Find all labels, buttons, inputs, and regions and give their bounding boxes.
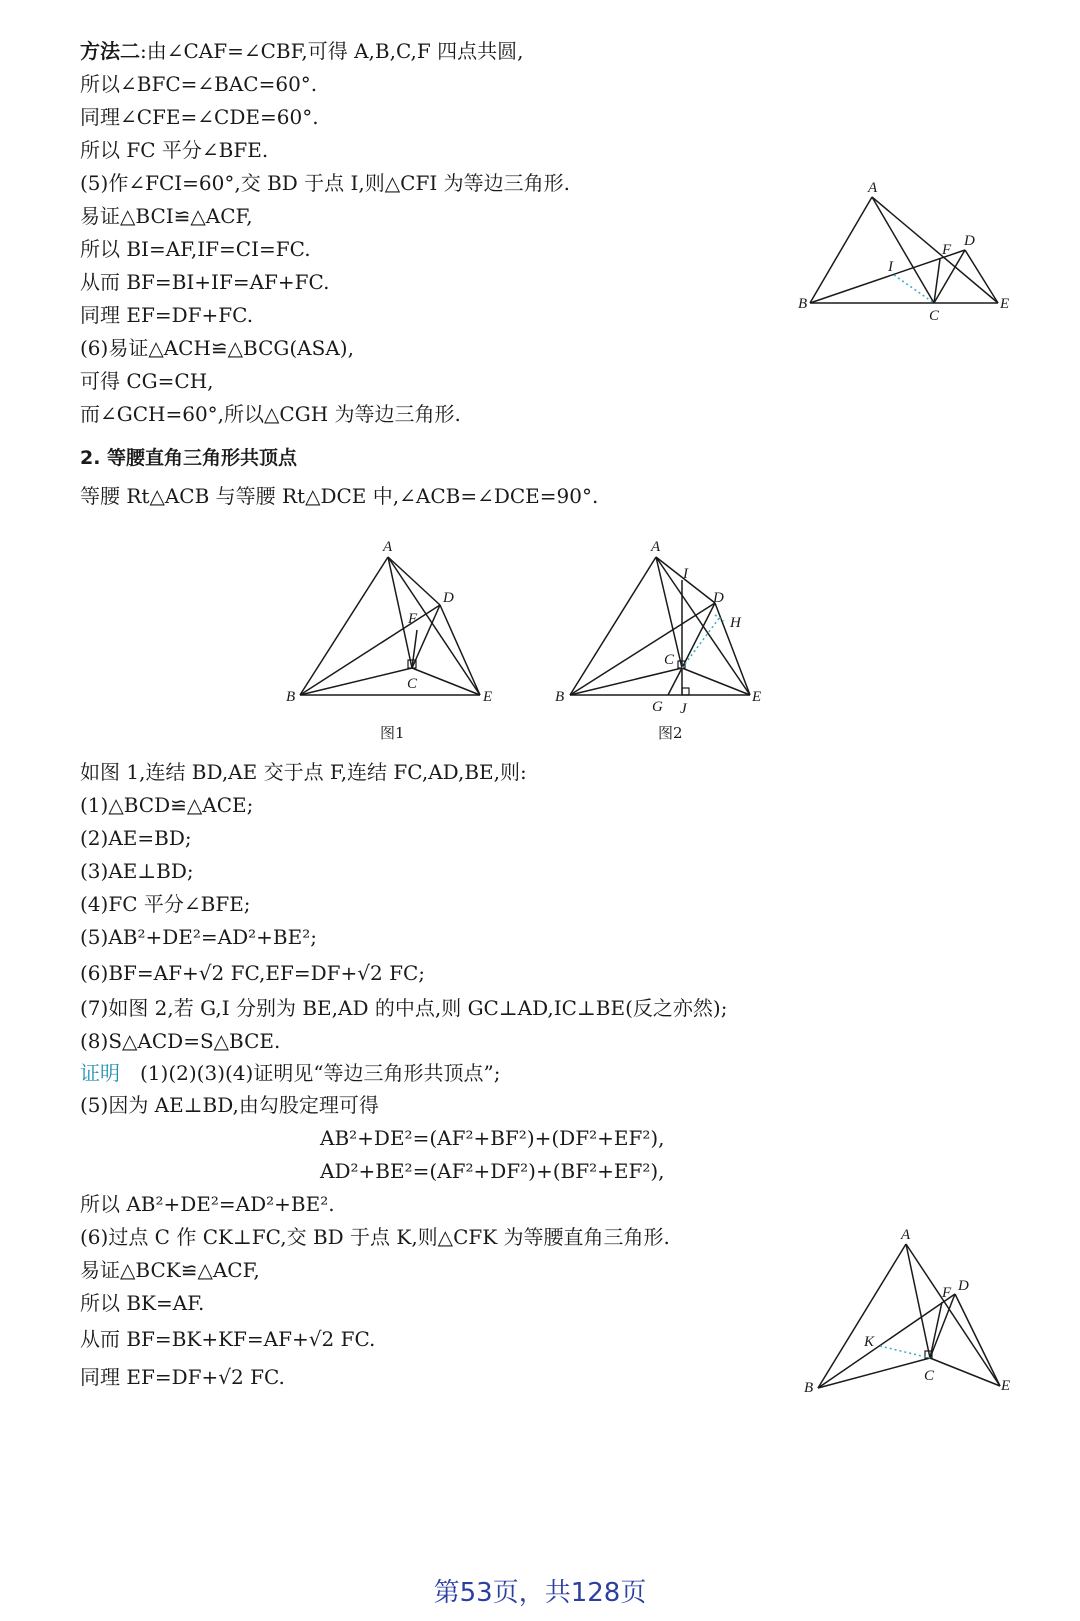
list-item: (2)AE=BD; xyxy=(80,826,192,850)
text-fragment: (1)(2)(3)(4)证明见“等边三角形共顶点”; xyxy=(140,1061,501,1085)
label-c: C xyxy=(929,308,940,324)
fig2-label-h: H xyxy=(730,615,741,631)
text-line: 从而 BF=BI+IF=AF+FC. xyxy=(80,270,330,294)
fig2-label-b: B xyxy=(555,689,565,705)
text-line: 而∠GCH=60°,所以△CGH 为等边三角形. xyxy=(80,402,461,426)
fig2-label-i: I xyxy=(683,566,688,582)
figure-1 xyxy=(280,535,500,715)
fig2-label-a: A xyxy=(651,539,661,555)
label-d: D xyxy=(958,1278,969,1294)
list-item: (3)AE⊥BD; xyxy=(80,859,194,883)
text-line: 易证△BCI≌△ACF, xyxy=(80,204,253,228)
figure-isosceles-right-shared-vertex xyxy=(790,1222,1030,1402)
label-f: F xyxy=(942,242,952,258)
text-line: 同理 EF=DF+√2 FC. xyxy=(80,1365,285,1389)
text-line: (5)作∠FCI=60°,交 BD 于点 I,则△CFI 为等边三角形. xyxy=(80,171,570,195)
fig1-label-a: A xyxy=(383,539,393,555)
fig1-label-b: B xyxy=(286,689,296,705)
label-a: A xyxy=(901,1227,911,1243)
section-intro: 等腰 Rt△ACB 与等腰 Rt△DCE 中,∠ACB=∠DCE=90°. xyxy=(80,484,599,508)
label-b: B xyxy=(798,296,808,312)
page-number: 第53页，共128页 xyxy=(433,1578,647,1608)
fig2-label-d: D xyxy=(713,590,724,606)
proof-label: 证明 xyxy=(80,1061,120,1085)
dashed-line-ck xyxy=(880,1346,930,1358)
list-item: (6)BF=AF+√2 FC,EF=DF+√2 FC; xyxy=(80,961,426,985)
label-d: D xyxy=(964,233,975,249)
label-a: A xyxy=(868,180,878,196)
text-line: 所以 BK=AF. xyxy=(80,1291,205,1315)
text-line: (6)过点 C 作 CK⊥FC,交 BD 于点 K,则△CFK 为等腰直角三角形. xyxy=(80,1225,670,1249)
figure-2 xyxy=(550,535,780,720)
fig1-label-f: F xyxy=(408,611,418,627)
fig2-label-c: C xyxy=(664,652,675,668)
figure-equilateral-shared-vertex xyxy=(790,175,1030,335)
label-b: B xyxy=(804,1380,814,1396)
equation-line: AD²+BE²=(AF²+DF²)+(BF²+EF²), xyxy=(320,1159,665,1183)
text-line: 从而 BF=BK+KF=AF+√2 FC. xyxy=(80,1327,376,1351)
text-line: 如图 1,连结 BD,AE 交于点 F,连结 FC,AD,BE,则: xyxy=(80,760,527,784)
proof-line xyxy=(80,1058,501,1088)
label-f: F xyxy=(942,1285,952,1301)
fig2-caption: 图2 xyxy=(658,724,683,742)
fig2-label-j: J xyxy=(680,701,687,717)
text-line: 所以 AB²+DE²=AD²+BE². xyxy=(80,1192,335,1216)
text-line: 同理 EF=DF+FC. xyxy=(80,303,254,327)
fig2-label-e: E xyxy=(752,689,762,705)
method-label: 方法二 xyxy=(80,39,140,63)
text-line: 可得 CG=CH, xyxy=(80,369,214,393)
figure-2-lines xyxy=(570,557,750,695)
label-e: E xyxy=(1001,1378,1011,1394)
label-e: E xyxy=(1000,296,1010,312)
label-c: C xyxy=(924,1368,935,1384)
dashed-line-ci xyxy=(894,275,934,303)
figure-1-lines xyxy=(300,557,480,695)
figure-lines xyxy=(818,1244,1000,1388)
text-line: 易证△BCK≌△ACF, xyxy=(80,1258,260,1282)
text-fragment: :由∠CAF=∠CBF,可得 A,B,C,F 四点共圆, xyxy=(140,39,524,63)
text-line: (5)因为 AE⊥BD,由勾股定理可得 xyxy=(80,1093,379,1117)
text-line xyxy=(80,36,524,66)
figure-lines xyxy=(810,197,998,303)
list-item: (4)FC 平分∠BFE; xyxy=(80,892,251,916)
list-item: (5)AB²+DE²=AD²+BE²; xyxy=(80,925,317,949)
list-item: (8)S△ACD=S△BCE. xyxy=(80,1029,281,1053)
list-item: (7)如图 2,若 G,I 分别为 BE,AD 的中点,则 GC⊥AD,IC⊥BE(反之亦然); xyxy=(80,996,728,1020)
text-line: 所以 BI=AF,IF=CI=FC. xyxy=(80,237,311,261)
list-item: (1)△BCD≌△ACE; xyxy=(80,793,254,817)
text-line: 所以∠BFC=∠BAC=60°. xyxy=(80,72,318,96)
section-heading: 2. 等腰直角三角形共顶点 xyxy=(80,447,298,469)
fig2-label-g: G xyxy=(652,699,663,715)
fig1-label-d: D xyxy=(443,590,454,606)
fig1-label-e: E xyxy=(483,689,493,705)
label-k: K xyxy=(864,1334,875,1350)
text-line: (6)易证△ACH≌△BCG(ASA), xyxy=(80,336,354,360)
fig1-label-c: C xyxy=(407,676,418,692)
text-line: 所以 FC 平分∠BFE. xyxy=(80,138,269,162)
equation-line: AB²+DE²=(AF²+BF²)+(DF²+EF²), xyxy=(320,1126,665,1150)
text-line: 同理∠CFE=∠CDE=60°. xyxy=(80,105,319,129)
fig1-caption: 图1 xyxy=(380,724,405,742)
label-i: I xyxy=(888,259,893,275)
